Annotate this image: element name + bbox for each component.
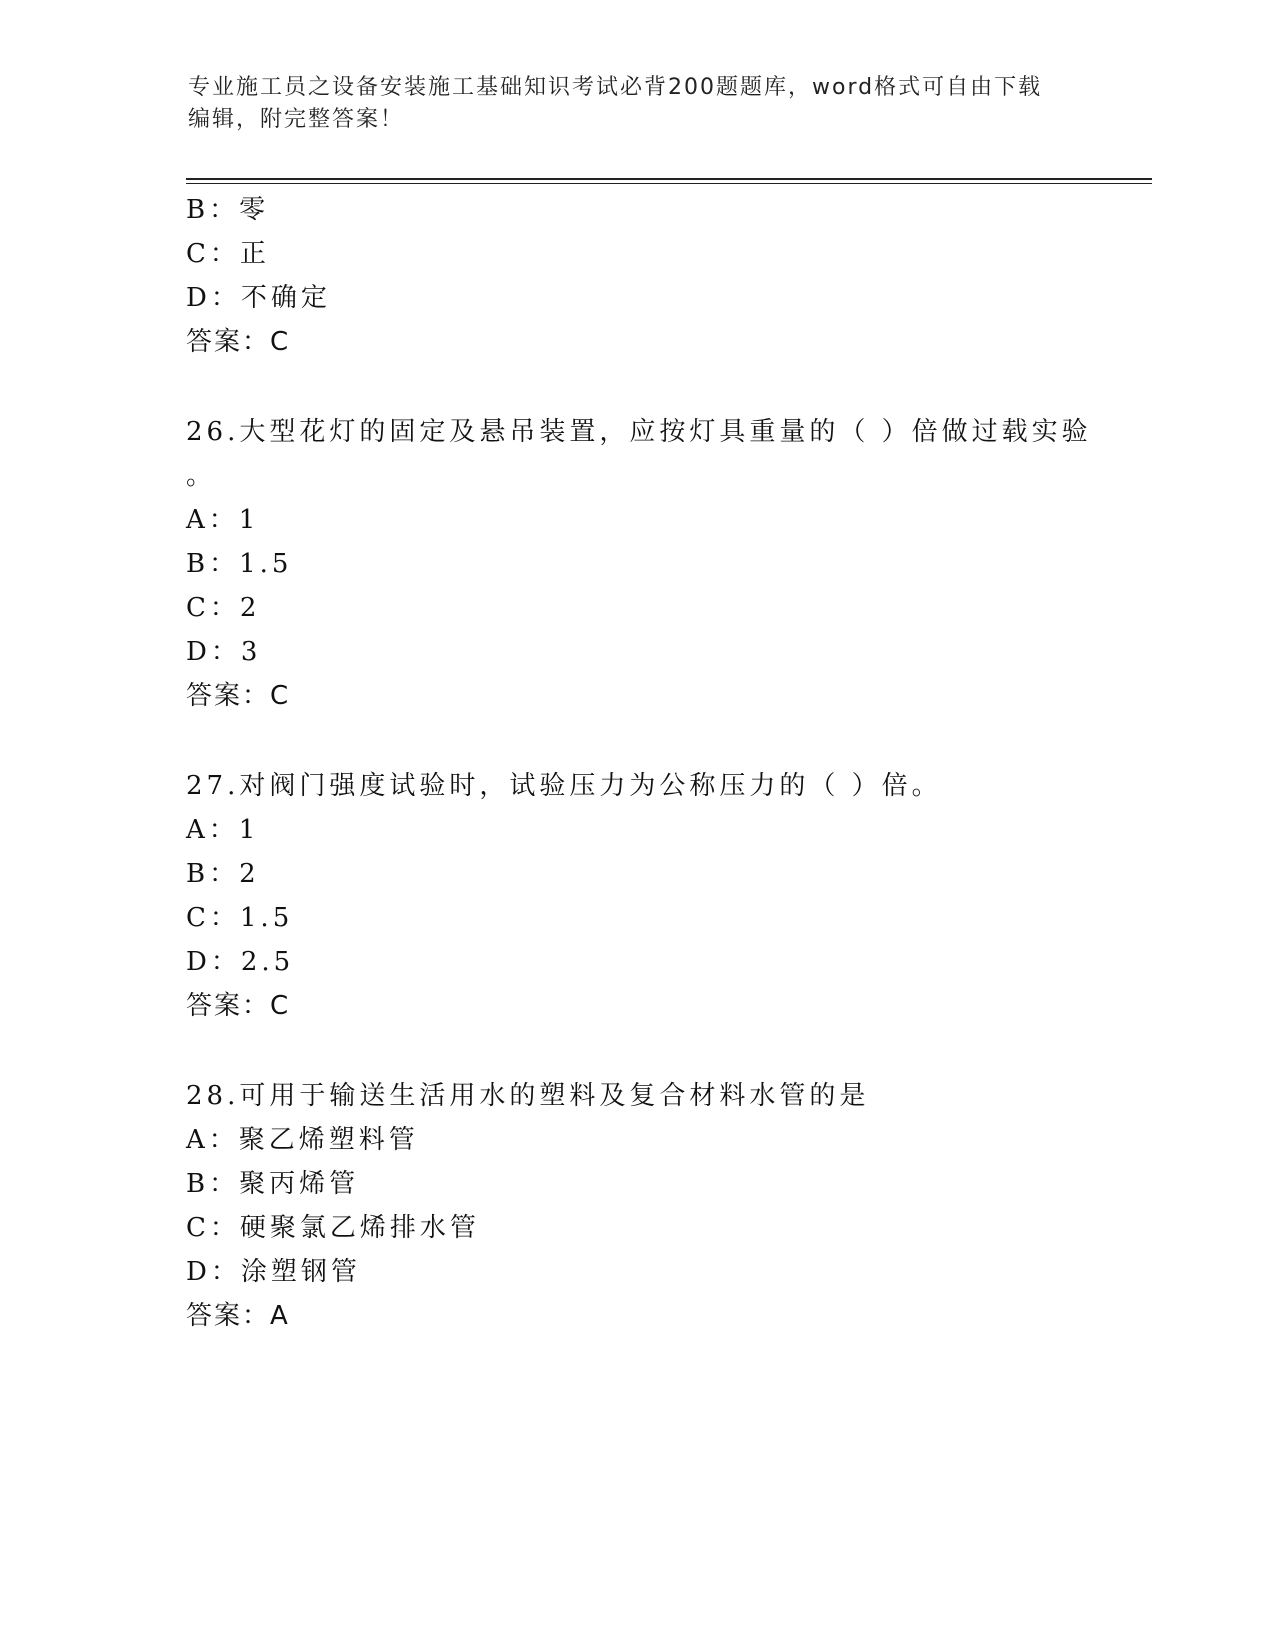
q27-option-a: A：1	[186, 815, 260, 845]
q28-question: 28.可用于输送生活用水的塑料及复合材料水管的是	[186, 1081, 870, 1111]
q25-answer: 答案：C	[186, 327, 291, 357]
document-header	[188, 72, 1078, 136]
header-title-line-1: 专业施工员之设备安装施工基础知识考试必背200题题库，word格式可自由下载	[188, 75, 1043, 100]
q25-option-b: B：零	[186, 195, 270, 225]
q27-option-d: D：2.5	[186, 947, 295, 977]
q26-option-c: C：2	[186, 593, 261, 623]
q26-question: 26.大型花灯的固定及悬吊装置，应按灯具重量的（ ）倍做过载实验	[186, 417, 1092, 447]
q28-option-d: D：涂塑钢管	[186, 1257, 361, 1287]
q26-option-a: A：1	[186, 505, 260, 535]
header-divider-thin	[186, 183, 1152, 184]
header-divider-thick	[186, 178, 1152, 180]
q26-question-continued: 。	[186, 461, 217, 491]
header-title-line-2: 编辑，附完整答案！	[188, 107, 405, 132]
q27-option-c: C：1.5	[186, 903, 294, 933]
q27-option-b: B：2	[186, 859, 260, 889]
q28-option-b: B：聚丙烯管	[186, 1169, 360, 1199]
q26-answer: 答案：C	[186, 681, 291, 711]
q28-option-a: A：聚乙烯塑料管	[186, 1125, 419, 1155]
q26-option-b: B：1.5	[186, 549, 293, 579]
q25-option-c: C：正	[186, 239, 270, 269]
q28-answer: 答案：A	[186, 1301, 290, 1331]
q28-option-c: C：硬聚氯乙烯排水管	[186, 1213, 480, 1243]
q26-option-d: D：3	[186, 637, 262, 667]
q27-answer: 答案：C	[186, 991, 291, 1021]
q27-question: 27.对阀门强度试验时，试验压力为公称压力的（ ）倍。	[186, 771, 942, 801]
q25-option-d: D：不确定	[186, 283, 331, 313]
